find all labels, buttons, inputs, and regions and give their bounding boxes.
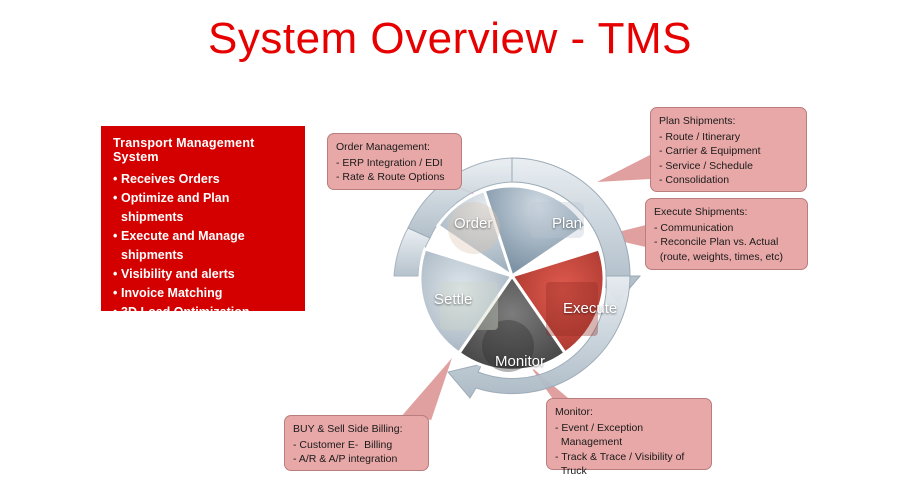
list-item: • Invoice Matching bbox=[113, 284, 295, 303]
callout-monitor-line: - Event / Exception bbox=[555, 421, 644, 434]
page-title: System Overview - TMS bbox=[208, 14, 692, 63]
list-item: • Execute and Manage shipments bbox=[113, 227, 295, 265]
callout-settle bbox=[284, 415, 429, 471]
tms-summary-panel bbox=[101, 126, 305, 319]
tms-panel-heading: Transport Management System bbox=[113, 136, 255, 164]
list-item: • Receives Orders bbox=[113, 170, 295, 189]
callout-plan-title: Plan Shipments: bbox=[659, 115, 736, 127]
callout-settle-title: BUY & Sell Side Billing: bbox=[293, 423, 403, 435]
callout-execute-title: Execute Shipments: bbox=[654, 206, 748, 218]
callout-monitor-line: Management bbox=[555, 436, 623, 448]
callout-plan bbox=[650, 107, 807, 192]
callout-monitor bbox=[546, 398, 712, 477]
callout-order-line: - Rate & Route Options bbox=[336, 171, 445, 183]
callout-plan-line: - Route / Itinerary bbox=[659, 130, 741, 143]
list-item: • 3D Load Optimization bbox=[113, 303, 295, 322]
wheel-label-monitor: Monitor bbox=[495, 353, 546, 370]
wheel-label-execute: Execute bbox=[563, 300, 618, 317]
callout-execute-line: (route, weights, times, etc) bbox=[654, 250, 783, 263]
callout-order bbox=[327, 133, 462, 190]
wheel-label-settle: Settle bbox=[434, 291, 473, 308]
callout-plan-line: - Consolidation bbox=[659, 174, 730, 186]
callout-settle-line: - Customer E- Billing bbox=[293, 438, 393, 451]
callout-settle-line: - A/R & A/P integration bbox=[293, 453, 398, 465]
callout-monitor-line: - Track & Trace / Visibility of bbox=[555, 450, 685, 463]
callout-monitor-title: Monitor: bbox=[555, 406, 593, 418]
callout-plan-line: - Carrier & Equipment bbox=[659, 145, 761, 157]
wheel-label-order: Order bbox=[454, 215, 493, 232]
callout-order-title: Order Management: bbox=[336, 141, 430, 153]
callout-monitor-line: Truck bbox=[555, 465, 587, 477]
list-item: • Visibility and alerts bbox=[113, 265, 295, 284]
callout-execute-line: - Reconcile Plan vs. Actual bbox=[654, 236, 779, 248]
callout-order-line: - ERP Integration / EDI bbox=[336, 156, 443, 169]
callout-plan-line: - Service / Schedule bbox=[659, 159, 753, 172]
callout-execute-line: - Communication bbox=[654, 221, 734, 234]
wheel-label-plan: Plan bbox=[552, 215, 583, 232]
list-item: • Optimize and Plan shipments bbox=[113, 189, 295, 227]
tms-panel-bullets bbox=[111, 170, 295, 322]
callout-execute bbox=[645, 198, 808, 270]
